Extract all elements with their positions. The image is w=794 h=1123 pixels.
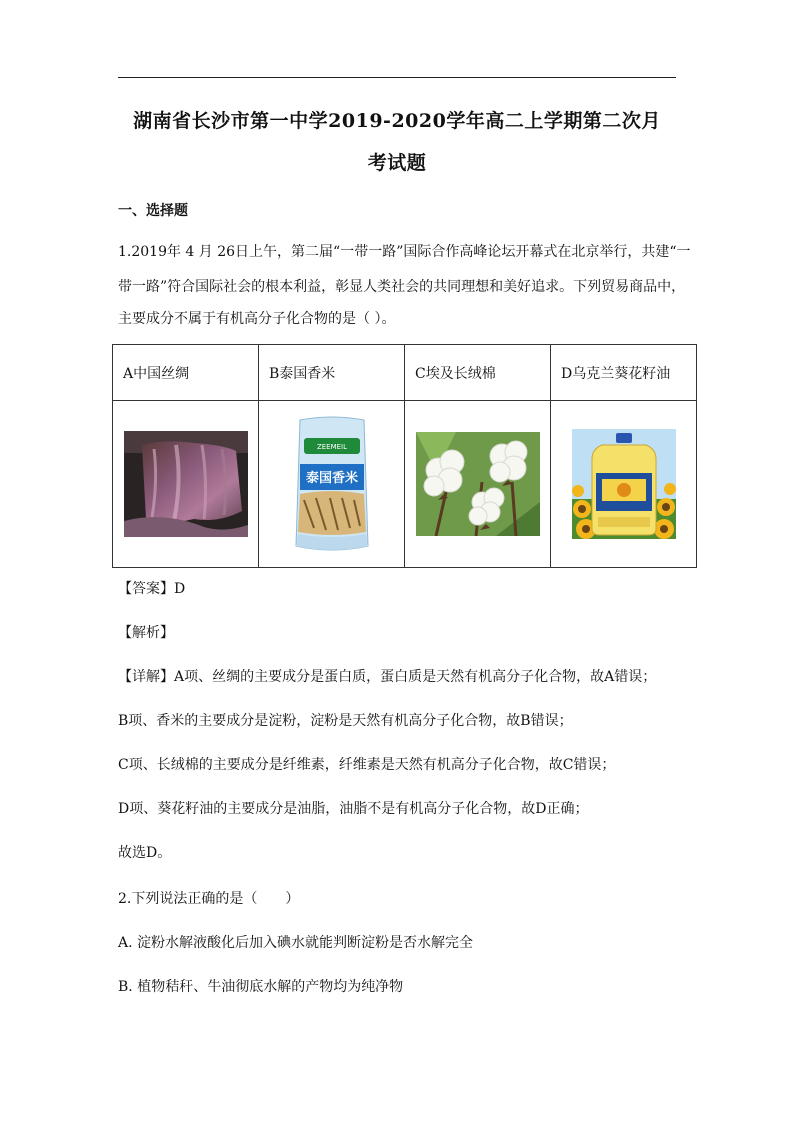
page-title-line-2: 考试题 [367, 152, 427, 174]
rice-bag-label: 泰国香米 [305, 471, 358, 486]
q1-stem-line-3: 主要成分不属于有机高分子化合物的是（ ）。 [118, 311, 396, 327]
option-a-image-cell [113, 401, 259, 568]
silk-fabric-image [124, 431, 248, 537]
option-b-image-cell [259, 401, 405, 568]
page-title-line-1: 湖南省长沙市第一中学2019-2020学年高二上学期第二次月 [133, 110, 661, 132]
q2-option-b: B. 植物秸秆、牛油彻底水解的产物均为纯净物 [118, 979, 404, 995]
option-d-label: D乌克兰葵花籽油 [551, 345, 697, 401]
q1-stem-line-2: 带一路”符合国际社会的根本利益，彰显人类社会的共同理想和美好追求。下列贸易商品中， [118, 279, 686, 295]
q1-answer: 【答案】D [118, 581, 186, 597]
sunflower-oil-image [572, 429, 676, 539]
option-b-label: B泰国香米 [259, 345, 405, 401]
cotton-bolls-image [416, 432, 540, 536]
option-c-image-cell [405, 401, 551, 568]
q1-analysis-line-1: 【详解】A项、丝绸的主要成分是蛋白质，蛋白质是天然有机高分子化合物，故A错误； [118, 669, 657, 685]
rice-bag-image [292, 414, 372, 554]
q1-analysis-line-5: 故选D。 [118, 845, 172, 861]
q1-analysis-line-3: C项、长绒棉的主要成分是纤维素，纤维素是天然有机高分子化合物，故C错误； [118, 757, 616, 773]
options-table [112, 344, 697, 568]
q1-stem-line-1: 1.2019年 4 月 26日上午，第二届“一带一路”国际合作高峰论坛开幕式在北京举行，共建“一 [118, 244, 691, 260]
option-d-image-cell [551, 401, 697, 568]
q2-stem: 2.下列说法正确的是（ ） [118, 891, 300, 907]
q1-analysis-title: 【解析】 [118, 625, 174, 641]
option-a-label: A中国丝绸 [113, 345, 259, 401]
header-rule [118, 77, 676, 78]
q1-analysis-line-4: D项、葵花籽油的主要成分是油脂，油脂不是有机高分子化合物，故D正确； [118, 801, 589, 817]
rice-bag-brand: ZEEMEIL [316, 443, 347, 451]
q2-option-a: A. 淀粉水解液酸化后加入碘水就能判断淀粉是否水解完全 [118, 935, 474, 951]
option-c-label: C埃及长绒棉 [405, 345, 551, 401]
section-title: 一、选择题 [118, 203, 188, 219]
q1-analysis-line-2: B项、香米的主要成分是淀粉，淀粉是天然有机高分子化合物，故B错误； [118, 713, 573, 729]
